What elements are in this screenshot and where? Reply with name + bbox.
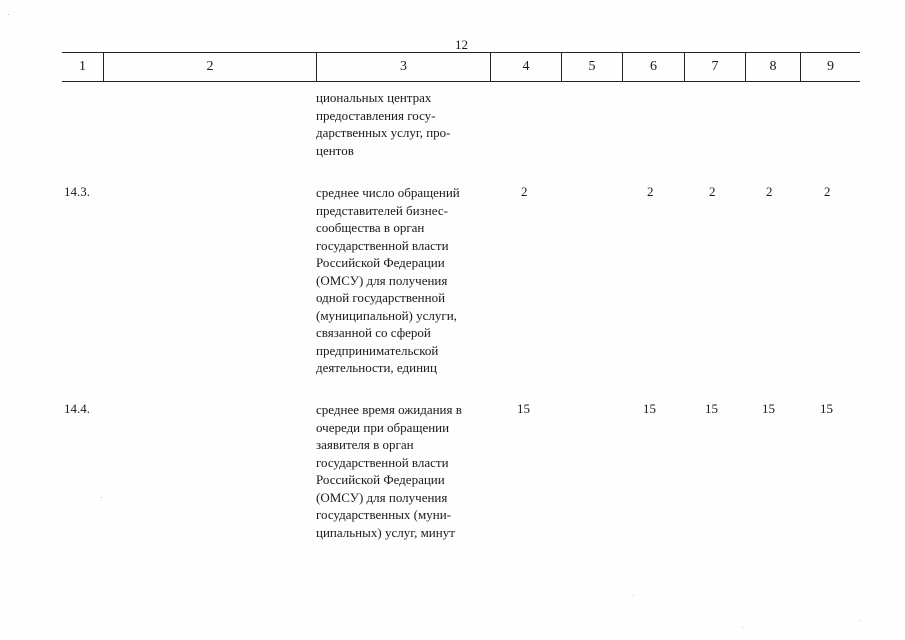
column-header-3: 3 <box>316 53 490 81</box>
column-header-8: 8 <box>745 53 800 81</box>
scan-speck <box>8 14 9 15</box>
description-line: центов <box>316 142 354 158</box>
row-14-4-col-7: 15 <box>705 401 718 416</box>
row-number-14-4: 14.4. <box>64 401 90 416</box>
description-line: деятельности, единиц <box>316 360 437 375</box>
row-14-3-col-9: 2 <box>824 184 831 199</box>
description-line: дарственных услуг, про- <box>316 125 451 140</box>
description-line: циональных центрах <box>316 90 432 105</box>
description-line: заявителя в орган <box>316 437 414 452</box>
column-header-6: 6 <box>622 53 684 81</box>
description-line: связанной со сферой <box>316 325 431 340</box>
description-line: государственных (муни- <box>316 507 451 522</box>
description-line: представителей бизнес- <box>316 202 448 218</box>
description-line: (ОМСУ) для получения <box>316 489 448 505</box>
description-line: государственной власти <box>316 237 449 253</box>
description-line: (муниципальной) услуги, <box>316 307 457 323</box>
row-14-3-col-8: 2 <box>766 184 773 199</box>
row-description-14-3 <box>316 184 490 377</box>
description-line: Российской Федерации <box>316 255 445 270</box>
continued-description <box>316 89 490 159</box>
description-line: государственной власти <box>316 454 449 470</box>
description-line: среднее время ожидания в <box>316 402 462 417</box>
row-number-14-3: 14.3. <box>64 184 90 199</box>
row-14-4-col-6: 15 <box>643 401 656 416</box>
row-14-3-col-6: 2 <box>647 184 654 199</box>
column-header-5: 5 <box>561 53 622 81</box>
description-line: (ОМСУ) для получения <box>316 272 448 288</box>
column-header-7: 7 <box>684 53 745 81</box>
description-line: ципальных) услуг, минут <box>316 524 455 540</box>
column-header-4: 4 <box>490 53 561 81</box>
row-14-3-col-7: 2 <box>709 184 716 199</box>
description-line: очереди при обращении <box>316 419 450 435</box>
column-header-9: 9 <box>800 53 860 81</box>
scan-speck <box>742 627 743 628</box>
row-14-4-col-8: 15 <box>762 401 775 416</box>
description-line: Российской Федерации <box>316 472 445 487</box>
row-14-4-col-4: 15 <box>517 401 530 416</box>
row-description-14-4 <box>316 401 490 541</box>
description-line: одной государственной <box>316 290 446 305</box>
description-line: предоставления госу- <box>316 107 436 123</box>
row-14-4-col-9: 15 <box>820 401 833 416</box>
scan-speck <box>101 497 102 498</box>
description-line: сообщества в орган <box>316 220 425 235</box>
row-14-3-col-4: 2 <box>521 184 528 199</box>
table-header-row <box>62 52 860 82</box>
scan-speck <box>860 620 861 621</box>
page-number: 12 <box>455 37 468 52</box>
description-line: среднее число обращений <box>316 185 460 200</box>
description-line: предпринимательской <box>316 342 439 358</box>
scan-speck <box>633 595 634 596</box>
column-header-1: 1 <box>79 59 86 74</box>
column-header-2: 2 <box>103 53 316 81</box>
